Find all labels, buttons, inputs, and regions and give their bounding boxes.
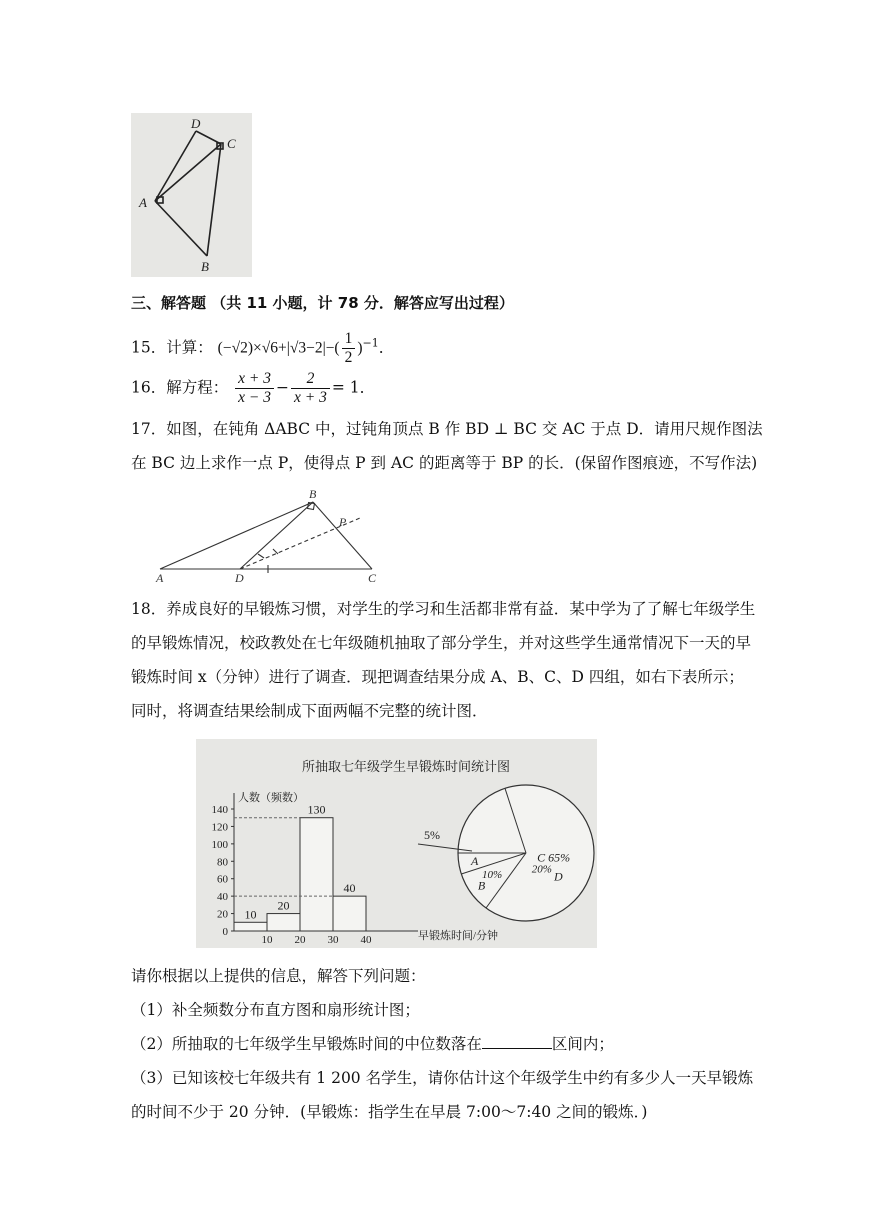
chart-title: 所抽取七年级学生早锻炼时间统计图 <box>301 759 511 774</box>
label-a: A <box>139 195 147 210</box>
histogram-bar <box>234 922 267 931</box>
q18-sub-1: （1）补全频数分布直方图和扇形统计图； <box>131 1001 420 1019</box>
q16-f1-num: x + 3 <box>235 370 274 389</box>
question-15 <box>131 330 394 367</box>
q16-f1-den: x − 3 <box>238 389 272 406</box>
pie-label-d: D <box>554 869 563 884</box>
side-bc <box>313 502 372 569</box>
bar-value-label: 130 <box>307 802 326 817</box>
segment-bd <box>240 502 313 569</box>
pie-value-a: 5% <box>424 828 440 842</box>
q15-expr-b: ) <box>357 339 363 357</box>
histogram-bar <box>333 896 366 931</box>
y-axis-label: 人数（频数） <box>238 792 304 804</box>
q18-sub-2-b: 区间内； <box>551 1035 614 1053</box>
y-tick-label: 100 <box>211 838 228 851</box>
label-c: C <box>368 571 377 585</box>
histogram-bar <box>267 914 300 931</box>
label-p: P <box>339 515 347 529</box>
q16-fraction-1 <box>235 370 274 407</box>
x-tick-label: 30 <box>327 934 339 946</box>
edge-ad <box>155 131 196 201</box>
question-16 <box>131 370 375 407</box>
answer-blank <box>482 1034 552 1049</box>
quadrilateral-figure <box>131 113 252 277</box>
label-d: D <box>235 571 244 585</box>
question-18-line-3: 锻炼时间 x（分钟）进行了调查．现把调查结果分成 A、B、C、D 四组，如右下表所示； <box>131 668 744 686</box>
edge-cb <box>207 144 221 256</box>
q16-f2-den: x + 3 <box>294 389 327 406</box>
section-title: 三、解答题 （共 11 小题，计 78 分．解答应写出过程） <box>131 294 514 312</box>
x-tick-label: 10 <box>261 934 273 946</box>
q15-frac-num: 1 <box>342 330 356 349</box>
triangle-figure <box>150 486 390 586</box>
question-18-line-2: 的早锻炼情况，校政教处在七年级随机抽取了部分学生，并对这些学生通常情况下一天的早 <box>131 634 752 652</box>
x-tick-label: 40 <box>360 934 372 946</box>
bar-value-label: 40 <box>343 881 356 896</box>
q18-sub-3-line-2: 的时间不少于 20 分钟．(早锻炼：指学生在早晨 7:00～7:40 之间的锻炼．) <box>131 1103 648 1121</box>
edge-dc <box>196 131 221 144</box>
diagonal-ac <box>155 144 221 201</box>
edge-ab <box>155 201 207 256</box>
q16-fraction-2 <box>291 370 330 407</box>
x-tick-label: 20 <box>294 934 306 946</box>
bar-value-label: 10 <box>244 907 257 922</box>
histogram-bar <box>300 818 333 931</box>
y-tick-label: 140 <box>211 804 228 816</box>
pie-value-c: C 65% <box>537 850 571 865</box>
q15-fraction <box>342 330 356 367</box>
question-17-line-2: 在 BC 边上求作一点 P，使得点 P 到 AC 的距离等于 BP 的长．(保留作图痕迹，不写作法) <box>131 454 758 472</box>
arc-mark-3 <box>273 549 278 554</box>
label-a: A <box>156 571 164 585</box>
q18-sub-3-line-1: （3）已知该校七年级共有 1 200 名学生，请你估计这个年级学生中约有多少人一天早锻炼 <box>131 1069 754 1087</box>
q16-f2-num: 2 <box>291 370 330 389</box>
q15-exponent: −1 <box>362 336 379 350</box>
q16-prefix: 16．解方程： <box>131 378 229 397</box>
question-18-line-1: 18．养成良好的早锻炼习惯，对学生的学习和生活都非常有益．某中学为了了解七年级学生 <box>131 600 756 618</box>
q15-expr-a: (−√2)×√6+|√3−2|−( <box>217 339 340 357</box>
side-ab <box>160 502 313 569</box>
question-18-line-4: 同时，将调查结果绘制成下面两幅不完整的统计图． <box>131 702 488 720</box>
bar-value-label: 20 <box>277 898 290 913</box>
pie-label-a: A <box>470 854 479 869</box>
y-tick-label: 60 <box>217 873 228 886</box>
pie-chart <box>418 785 594 921</box>
q18-prompt: 请你根据以上提供的信息，解答下列问题： <box>131 967 426 985</box>
q18-sub-2-a: （2）所抽取的七年级学生早锻炼时间的中位数落在 <box>131 1035 482 1053</box>
q15-frac-den: 2 <box>344 349 353 366</box>
y-tick-label: 20 <box>217 908 228 921</box>
label-d: D <box>191 116 201 131</box>
y-tick-label: 40 <box>217 891 228 904</box>
arc-mark-2 <box>258 554 264 558</box>
y-tick-label: 120 <box>211 821 228 834</box>
y-tick-label: 80 <box>217 856 228 869</box>
histogram <box>212 790 499 946</box>
q18-sub-2 <box>131 1033 614 1055</box>
q16-rhs: = 1． <box>331 378 376 397</box>
label-b: B <box>309 487 317 501</box>
statistics-chart <box>196 739 597 948</box>
q15-suffix: ． <box>378 338 395 357</box>
pie-value-b: 10% <box>481 869 503 882</box>
pie-value-d: 20% <box>531 863 552 876</box>
question-17-line-1: 17．如图，在钝角 ΔABC 中，过钝角顶点 B 作 BD ⊥ BC 交 AC 于点 D．请用尺规作图法 <box>131 420 763 438</box>
pie-label-b: B <box>477 878 486 893</box>
label-b: B <box>201 259 209 274</box>
label-c: C <box>227 136 236 151</box>
y-tick-label: 0 <box>222 926 228 938</box>
x-axis-label: 早锻炼时间/分钟 <box>418 930 499 942</box>
q15-prefix: 15．计算： <box>131 338 213 357</box>
q16-minus: − <box>276 378 290 397</box>
